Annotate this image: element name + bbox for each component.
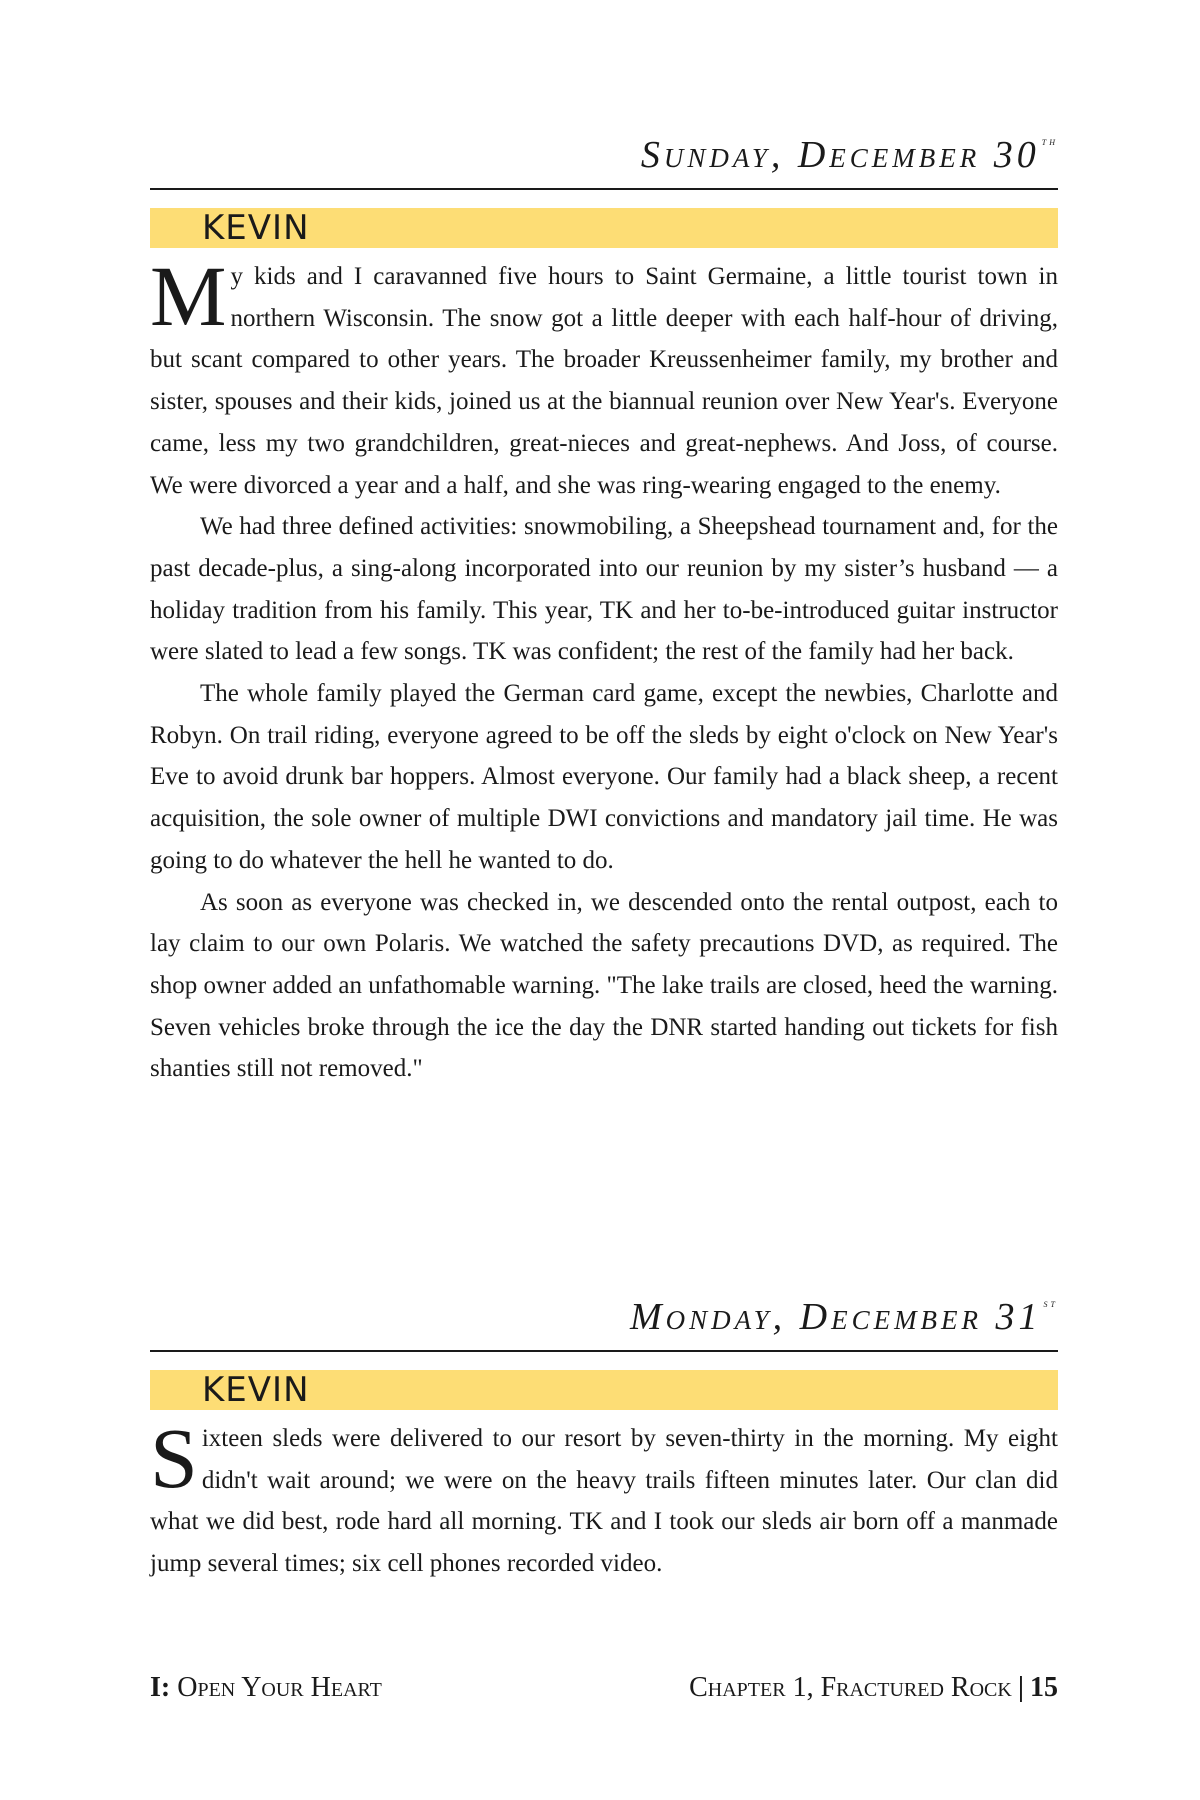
drop-cap: M [150, 248, 227, 344]
paragraph: We had three defined activities: snowmobiling, a Sheepshead tournament and, for the past decade-plus, a sing-along incorporated into our reunion by my sister’s husband — a holiday tradition from his family. This year, TK and her to-be-introduced guitar instructor were slated to lead a few songs. TK was confident; the rest of the family had her back. [150, 513, 1058, 666]
part-title: I: Open Your Heart [150, 1672, 382, 1703]
date-heading: Monday, December 31 $^{st}$ [629, 1296, 1058, 1338]
narrator-band [150, 1370, 1058, 1410]
paragraph: Sixteen sleds were delivered to our resort by seven-thirty in the morning. My eight didn't wait around; we were on the heavy trails fifteen minutes later. Our clan did what we did best, rode hard all morning. TK and I took our sleds air born off a manmade jump several times; six cell phones recorded video. [150, 1410, 1058, 1578]
page-footer [150, 1672, 1058, 1708]
footer-separator: | [1017, 1672, 1024, 1703]
book-page [150, 0, 1058, 1800]
narrator-name: KEVIN [202, 1370, 310, 1410]
paragraph: My kids and I caravanned five hours to Saint Germaine, a little tourist town in northern Wisconsin. The snow got a little deeper with each half-hour of driving, but scant compared to other years. The broader Kreussenheimer family, my brother and sister, spouses and their kids, joined us at the biannual reunion over New Year's. Everyone came, less my two grandchildren, great-nieces and great-nephews. And Joss, of course. We were divorced a year and a half, and she was ring-wearing engaged to the enemy. [150, 248, 1058, 499]
date-heading: Sunday, December 30 $^{th}$ [640, 134, 1058, 176]
narrator-band [150, 208, 1058, 248]
chapter-title: Chapter 1, Fractured Rock [689, 1672, 1012, 1703]
page-number: 15 [1030, 1672, 1058, 1703]
heading-rule [150, 1350, 1058, 1352]
paragraph: As soon as everyone was checked in, we descended onto the rental outpost, each to lay claim to our own Polaris. We watched the safety precautions DVD, as required. The shop owner added an unfathomable warning. "The lake trails are closed, heed the warning. Seven vehicles broke through the ice the day the DNR started handing out tickets for fish shanties still not removed." [150, 888, 1058, 1083]
date-suffix: th [1041, 136, 1058, 148]
date-suffix: st [1043, 1298, 1058, 1310]
chapter-info [689, 1672, 1058, 1704]
heading-rule [150, 188, 1058, 190]
section-text [150, 248, 1058, 1090]
section-text [150, 1410, 1058, 1585]
narrator-name: KEVIN [202, 208, 310, 248]
paragraph: The whole family played the German card game, except the newbies, Charlotte and Robyn. On trail riding, everyone agreed to be off the sleds by eight o'clock on New Year's Eve to avoid drunk bar hoppers. Almost everyone. Our family had a black sheep, a recent acquisition, the sole owner of multiple DWI convictions and mandatory jail time. He was going to do whatever the hell he wanted to do. [150, 680, 1058, 874]
drop-cap: S [150, 1410, 198, 1506]
